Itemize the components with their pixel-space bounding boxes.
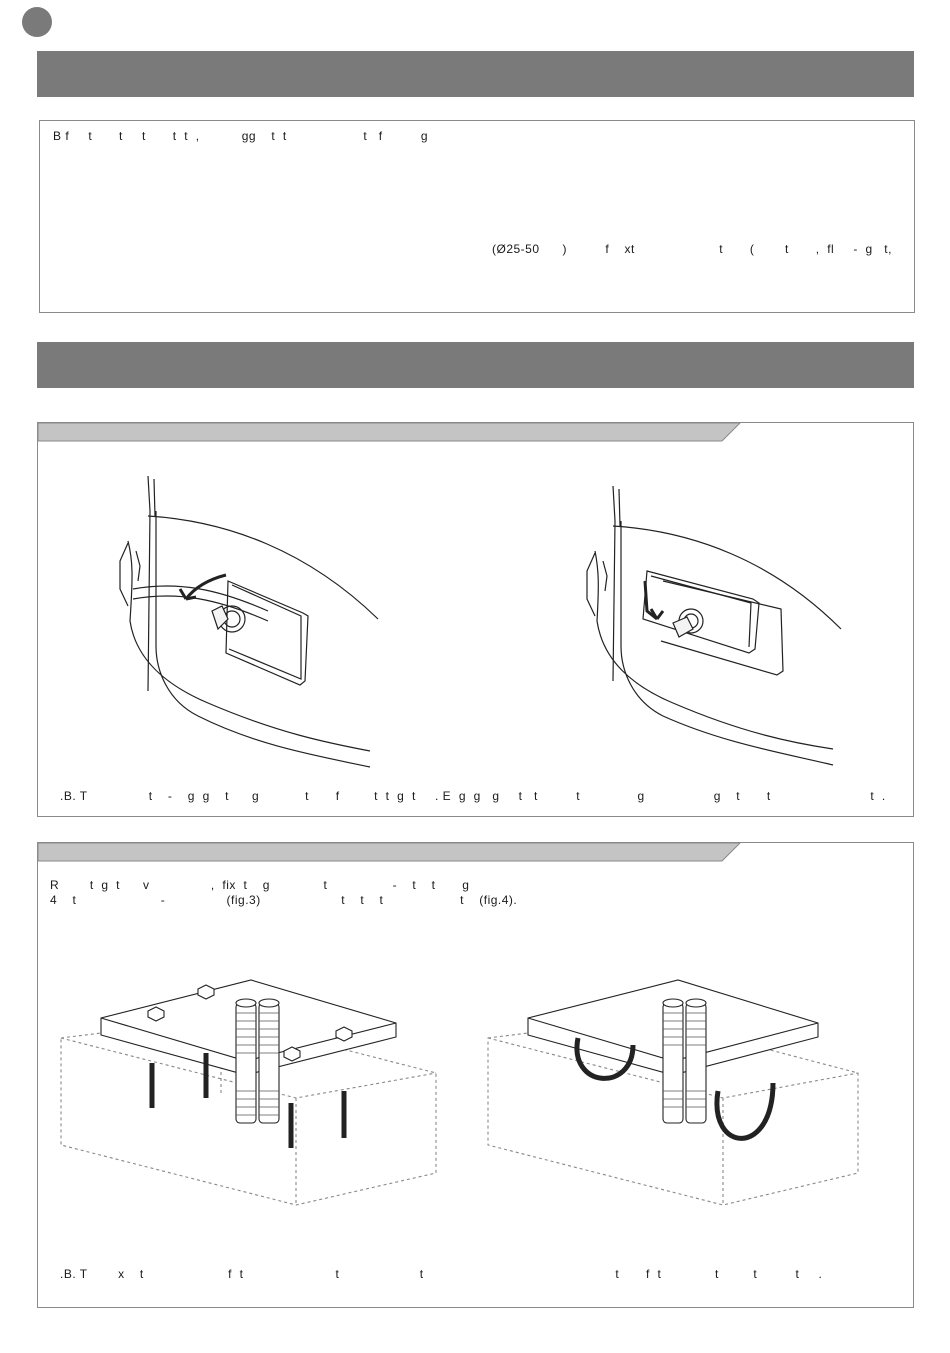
figure-caption-foundation: .B. T x t f t t t t f t t t t . — [60, 1267, 823, 1281]
motor-release-illustration-left — [108, 471, 408, 771]
figure-box-release — [37, 422, 914, 817]
page-marker-icon — [22, 7, 52, 37]
foundation-plate-illustration-fig3 — [56, 973, 446, 1213]
intro-line-1: B f t t t t t , gg t t t f g — [53, 129, 429, 143]
figure-tab-1 — [38, 423, 915, 443]
foundation-text-line-1: R t g t v , fix t g t - t t g — [50, 878, 470, 892]
section-header-bar-1 — [37, 51, 914, 97]
intro-line-2: (Ø25-50 ) f xt t ( t , fl - g t, — [492, 242, 892, 256]
intro-text-box — [39, 120, 915, 313]
foundation-plate-illustration-fig4 — [483, 973, 873, 1213]
section-header-bar-2 — [37, 342, 914, 388]
foundation-text-line-2: 4 t - (fig.3) t t t t (fig.4). — [50, 893, 518, 907]
figure-box-foundation — [37, 842, 914, 1308]
figure-tab-2 — [38, 843, 915, 863]
motor-release-illustration-right — [583, 481, 883, 771]
figure-caption-release: .B. T t - g g t g t f t t g t . E g g g t t t g g t t t . — [60, 789, 886, 803]
